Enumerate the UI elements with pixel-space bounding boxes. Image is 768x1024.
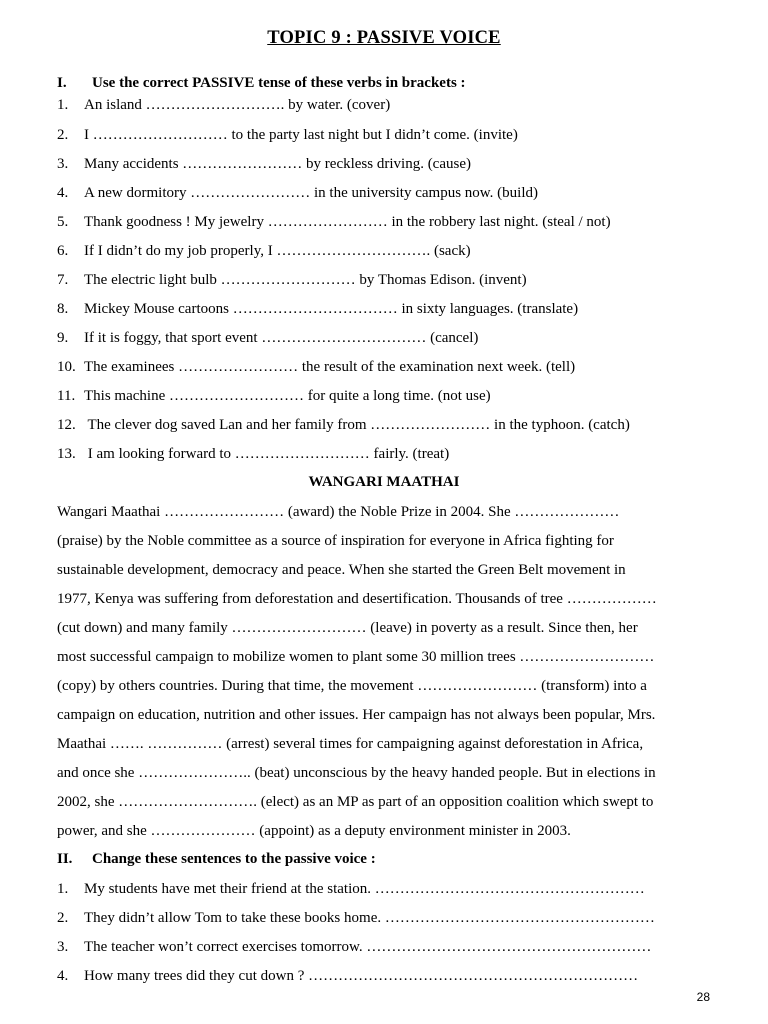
section-2-instruction: Change these sentences to the passive voice : [92, 851, 376, 867]
page-title: TOPIC 9 : PASSIVE VOICE [267, 28, 501, 48]
exercise-item: 12. The clever dog saved Lan and her family from …………………… in the typhoon. (catch) [57, 417, 630, 433]
exercise-item: 9. If it is foggy, that sport event …………………………… (cancel) [57, 330, 479, 346]
exercise-item: 8. Mickey Mouse cartoons …………………………… in sixty languages. (translate) [57, 301, 579, 317]
exercise-item: 1. An island ………………………. by water. (cover) [57, 97, 391, 113]
exercise-item: 3. Many accidents …………………… by reckless driving. (cause) [57, 156, 471, 172]
passage-line: (cut down) and many family ……………………… (leave) in poverty as a result. Since then, her [57, 620, 638, 636]
passage-line: 1977, Kenya was suffering from deforestation and desertification. Thousands of tree ……………… [57, 591, 657, 607]
passage-line: Maathai ……. …………… (arrest) several times for campaigning against deforestation in Africa, [57, 736, 644, 752]
passage-line: Wangari Maathai …………………… (award) the Noble Prize in 2004. She ………………… [57, 504, 620, 520]
exercise-item: 5. Thank goodness ! My jewelry …………………… in the robbery last night. (steal / not) [57, 214, 611, 230]
passage-line: and once she ………………….. (beat) unconscious by the heavy handed people. But in elections in [57, 765, 656, 781]
exercise-item: 4. How many trees did they cut down ? ………………………………………………………… [57, 968, 639, 984]
exercise-item: 4. A new dormitory …………………… in the university campus now. (build) [57, 185, 538, 201]
exercise-item: 7. The electric light bulb ……………………… by Thomas Edison. (invent) [57, 272, 527, 288]
passage-line: campaign on education, nutrition and other issues. Her campaign has not always been popular, Mrs. [57, 707, 656, 723]
exercise-item: 11. This machine ……………………… for quite a long time. (not use) [57, 388, 491, 404]
section-1-number: I. [57, 75, 67, 91]
exercise-item: 3. The teacher won’t correct exercises tomorrow. ………………………………………………… [57, 939, 652, 955]
exercise-item: 2. They didn’t allow Tom to take these books home. ……………………………………………… [57, 910, 655, 926]
section-1-heading [57, 75, 466, 92]
passage-line: (praise) by the Noble committee as a source of inspiration for everyone in Africa fighting for [57, 533, 614, 549]
passage-line: sustainable development, democracy and peace. When she started the Green Belt movement in [57, 562, 626, 578]
exercise-item: 2. I ……………………… to the party last night but I didn’t come. (invite) [57, 127, 518, 143]
exercise-item: 6. If I didn’t do my job properly, I …………………………. (sack) [57, 243, 471, 259]
passage-line: power, and she ………………… (appoint) as a deputy environment minister in 2003. [57, 823, 571, 839]
section-2-heading [57, 851, 376, 868]
page-number: 28 [696, 990, 710, 1004]
passage-line: most successful campaign to mobilize women to plant some 30 million trees ……………………… [57, 649, 655, 665]
passage-line: (copy) by others countries. During that time, the movement …………………… (transform) into a [57, 678, 647, 694]
passage-line: 2002, she ………………………. (elect) as an MP as part of an opposition coalition which swept to [57, 794, 654, 810]
exercise-item: 10. The examinees …………………… the result of the examination next week. (tell) [57, 359, 576, 375]
exercise-item: 1. My students have met their friend at the station. ……………………………………………… [57, 881, 645, 897]
section-2-number: II. [57, 851, 73, 867]
exercise-item: 13. I am looking forward to ……………………… fairly. (treat) [57, 446, 450, 462]
section-1-instruction: Use the correct PASSIVE tense of these verbs in brackets : [92, 75, 466, 91]
reading-title: WANGARI MAATHAI [308, 474, 460, 490]
